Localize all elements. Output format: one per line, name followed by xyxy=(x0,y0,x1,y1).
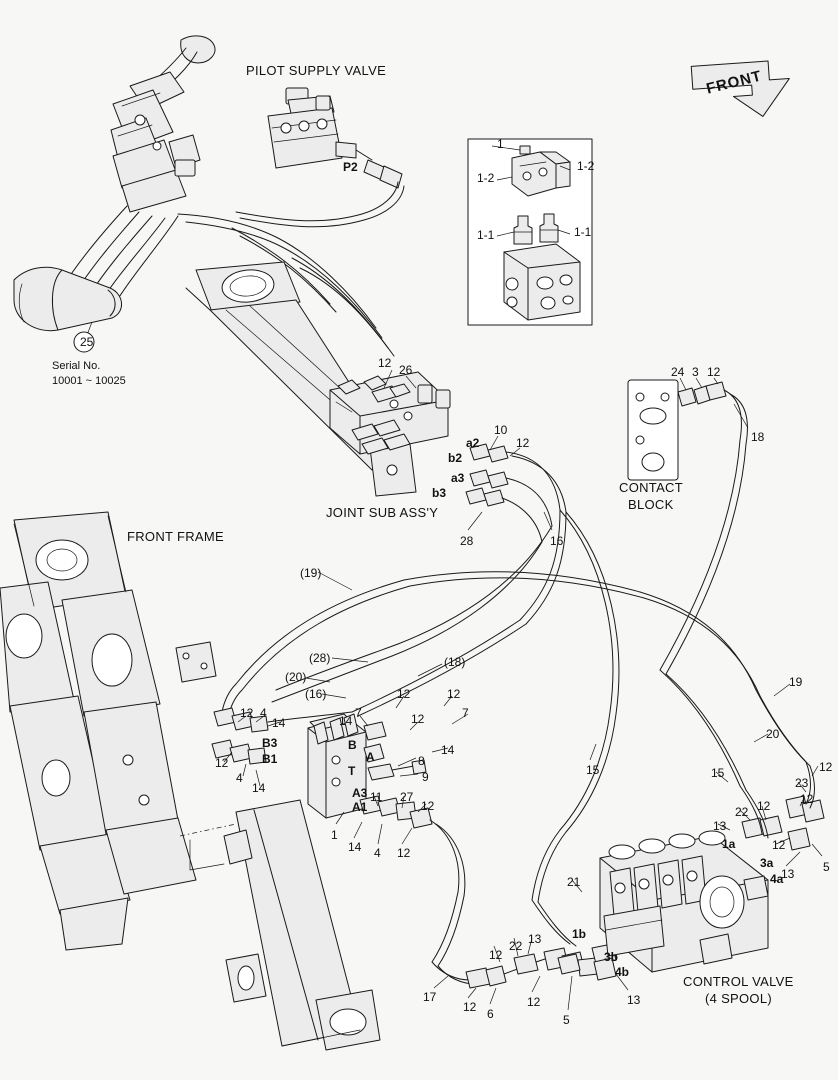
callout-number: 24 xyxy=(671,365,685,379)
port-label-A3: A3 xyxy=(352,786,368,800)
callout-number: 27 xyxy=(400,790,414,804)
callout-number: 12 xyxy=(489,948,503,962)
callout-number: 20 xyxy=(766,727,780,741)
port-label-p2: P2 xyxy=(343,160,358,174)
callout-number: 12 xyxy=(397,687,411,701)
callout-number: 5 xyxy=(823,860,830,874)
port-label-3a: 3a xyxy=(760,856,774,870)
callout-number: 12 xyxy=(800,792,814,806)
callout-number: 7 xyxy=(462,706,469,720)
callout-number: 12 xyxy=(411,712,425,726)
joint-sub-assembly xyxy=(330,372,450,454)
callout-number: 5 xyxy=(563,1013,570,1027)
port-label-T: T xyxy=(348,764,356,778)
callout-number: 13 xyxy=(713,819,727,833)
callout-number: 12 xyxy=(757,799,771,813)
port-label-b2: b2 xyxy=(448,451,463,465)
callout-number: 18 xyxy=(751,430,765,444)
callout-number: 13 xyxy=(781,867,795,881)
callout-number: (28) xyxy=(309,651,331,665)
callout-number: 12 xyxy=(527,995,541,1009)
callout-number: 21 xyxy=(567,875,581,889)
callout-number: 7 xyxy=(355,706,362,720)
front-frame-title: FRONT FRAME xyxy=(127,529,224,544)
port-label-3b: 3b xyxy=(604,950,619,964)
front-arrow-label: FRONT xyxy=(704,67,764,98)
joystick-assembly xyxy=(111,36,215,212)
joint-sub-assy-title: JOINT SUB ASS'Y xyxy=(326,505,439,520)
callout-number: 12 xyxy=(240,706,254,720)
detail-callout-top: 1 xyxy=(497,137,504,151)
control-valve-title-1: CONTROL VALVE xyxy=(683,974,794,989)
callout-number: 16 xyxy=(550,534,564,548)
detail-right-1-1: 1-1 xyxy=(574,225,592,239)
port-label-A1: A1 xyxy=(352,800,368,814)
callout-number: 12 xyxy=(772,838,786,852)
callout-number: 3 xyxy=(692,365,699,379)
callout-number: 22 xyxy=(735,805,749,819)
callout-number: 14 xyxy=(252,781,266,795)
callout-number: 12 xyxy=(447,687,461,701)
callout-number: 10 xyxy=(494,423,508,437)
port-label-B3: B3 xyxy=(262,736,278,750)
callout-number: (18) xyxy=(444,655,466,669)
callout-number: 12 xyxy=(215,756,229,770)
port-label-b3: b3 xyxy=(432,486,447,500)
callout-number: 17 xyxy=(423,990,437,1004)
port-label-4b: 4b xyxy=(615,965,630,979)
callout-number: 12 xyxy=(707,365,721,379)
port-label-B1: B1 xyxy=(262,752,278,766)
detail-left-1-1: 1-1 xyxy=(477,228,495,242)
port-label-1a: 1a xyxy=(722,837,736,851)
callout-number: 12 xyxy=(463,1000,477,1014)
callout-number: 12 xyxy=(397,846,411,860)
callout-number: (16) xyxy=(305,687,327,701)
callout-number: 13 xyxy=(627,993,641,1007)
pilot-supply-valve xyxy=(236,88,404,227)
port-label-4a: 4a xyxy=(770,872,784,886)
pilot-hose-bundle xyxy=(14,206,178,331)
callout-number: 19 xyxy=(789,675,803,689)
callout-number: 8 xyxy=(418,754,425,768)
detail-right-1-2: 1-2 xyxy=(577,159,595,173)
callout-number: 4 xyxy=(260,706,267,720)
port-label-B: B xyxy=(348,738,357,752)
serial-no-range: 10001 ~ 10025 xyxy=(52,375,126,387)
callout-number: 12 xyxy=(516,436,530,450)
callout-number: 9 xyxy=(422,770,429,784)
control-valve-title-2: (4 SPOOL) xyxy=(705,991,772,1006)
callout-number: 1 xyxy=(331,828,338,842)
callout-number: 14 xyxy=(272,716,286,730)
callout-number: 14 xyxy=(348,840,362,854)
port-label-a3: a3 xyxy=(451,471,465,485)
callout-number: (20) xyxy=(285,670,307,684)
callout-number: 14 xyxy=(441,743,455,757)
detail-left-1-2: 1-2 xyxy=(477,171,495,185)
callout-number: 12 xyxy=(378,356,392,370)
contact-block xyxy=(628,380,747,674)
callout-number: 11 xyxy=(370,790,383,804)
callout-number: 26 xyxy=(399,363,413,377)
callout-number: (19) xyxy=(300,566,322,580)
port-label-1b: 1b xyxy=(572,927,587,941)
pilot-supply-valve-title: PILOT SUPPLY VALVE xyxy=(246,63,387,78)
callout-number: 15 xyxy=(711,766,725,780)
callout-number: 28 xyxy=(460,534,474,548)
callout-number: 6 xyxy=(487,1007,494,1021)
port-label-A: A xyxy=(366,750,375,764)
callout-number: 15 xyxy=(586,763,600,777)
callout-number: 22 xyxy=(509,939,523,953)
callout-number: 23 xyxy=(795,776,809,790)
callout-number: 12 xyxy=(819,760,833,774)
contact-block-title-1: CONTACT xyxy=(619,480,683,495)
callout-number: 4 xyxy=(374,846,381,860)
contact-block-title-2: BLOCK xyxy=(628,497,674,512)
port-label-a2: a2 xyxy=(466,436,480,450)
serial-balloon: 25 xyxy=(80,335,94,349)
callout-number: 14 xyxy=(339,714,353,728)
serial-no-label: Serial No. xyxy=(52,360,101,372)
callout-number: 13 xyxy=(528,932,542,946)
callout-number: 4 xyxy=(236,771,243,785)
callout-number: 12 xyxy=(421,799,435,813)
